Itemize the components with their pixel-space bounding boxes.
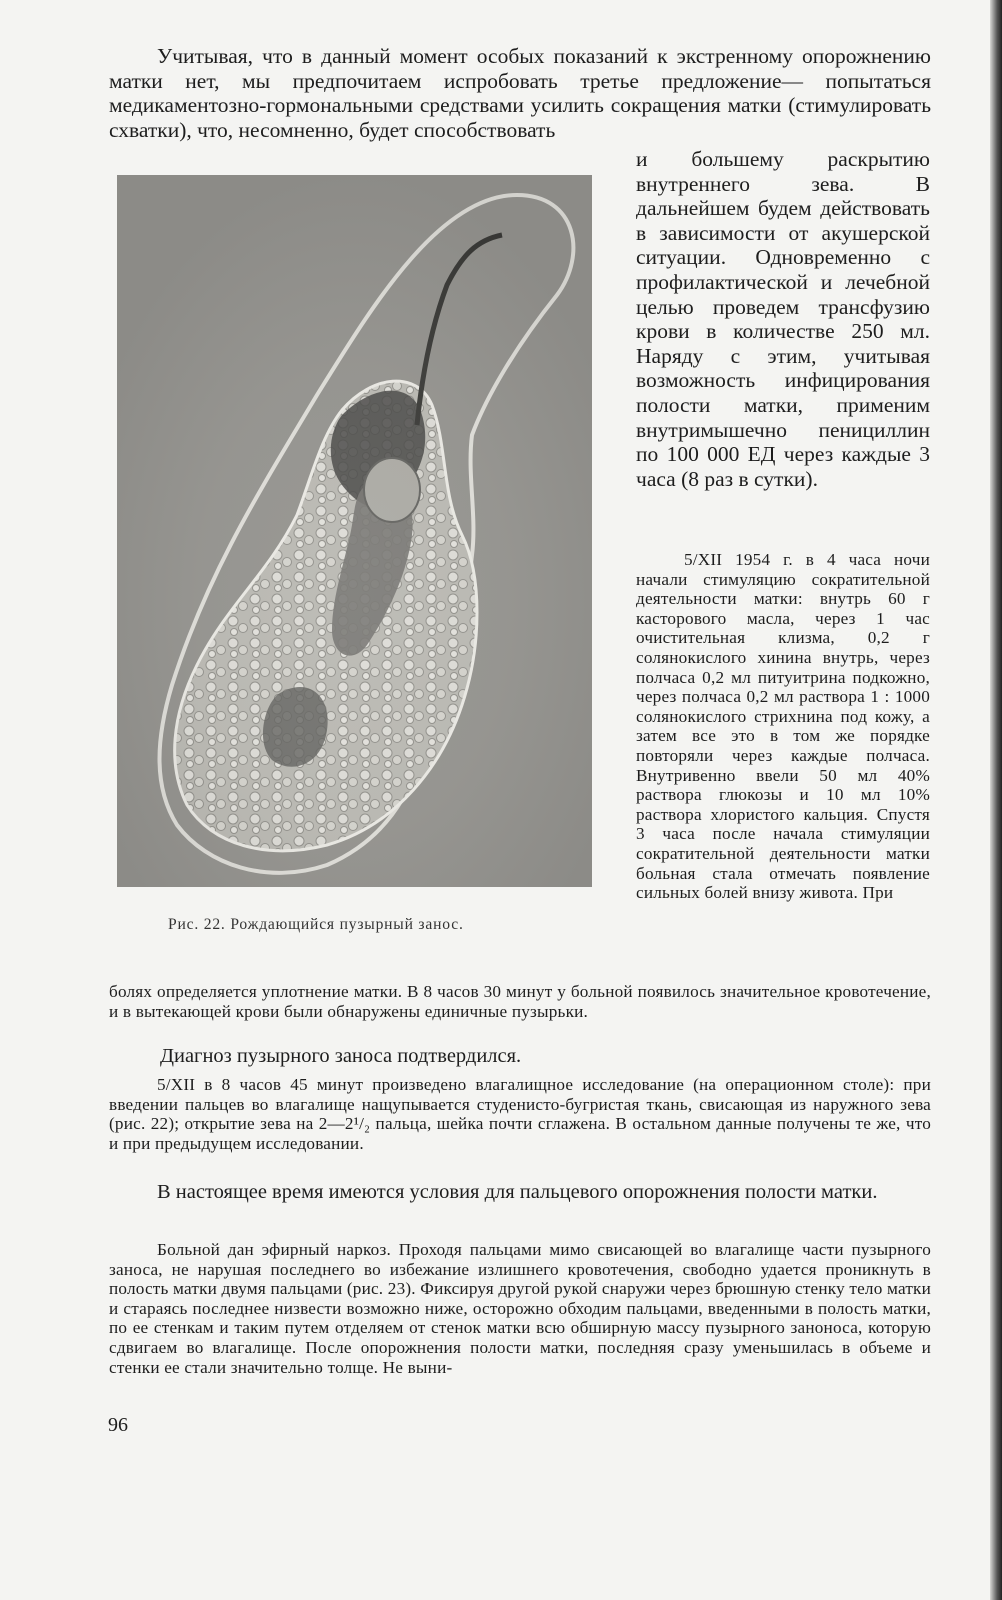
paragraph-procedure: Больной дан эфирный наркоз. Проходя пальцами мимо свисающей во влагалище части пузырного заноса, не нарушая последнего во избежание излишнего кровотечения, свободно удается проникнуть в полость матки двумя пальцами (рис. 23). Фиксируя другой рукой снаружи через брюшную стенку тело матки и стараясь последнее низвести возможно ниже, осторожно обходим пальцами, введенными в полость матки, по ее стенкам и таким путем отделяем от стенок матки всю обширную массу пузырного заноноса, которую сдвигаем во влагалище. После опорожнения полости матки, последняя сразу уменьшилась в объеме и стенки ее стали значительно толще. Не выни-	[109, 1240, 931, 1377]
paragraph-examination: 5/XII в 8 часов 45 минут произведено влагалищное исследование (на операционном столе): при введении пальцев во влагалище нащупывается студенисто-бугристая ткань, свисающая из наружного зева (рис. 22); открытие зева на 2—2¹/₂ пальца, шейка почти сглажена. В остальном данные получены те же, что и при предыдущем исследовании.	[109, 1075, 931, 1153]
paragraph-intro: Учитывая, что в данный момент особых показаний к экстренному опорожнению матки нет, мы предпочитаем испробовать третье предложение— попытаться медикаментозно-гормональными средствами усилить сокращения матки (стимулировать схватки), что, несомненно, будет способствовать	[109, 44, 931, 142]
paragraph-intro-continued: и большему раскрытию внутреннего зева. В дальнейшем будем действовать в зависимости от акушерской ситуации. Одновременно с профилактической и лечебной целью проведем трансфузию крови в количестве 250 мл. Наряду с этим, учитывая возможность инфицирования полости матки, применим внутримышечно пенициллин по 100 000 ЕД через каждые 3 часа (8 раз в сутки).	[636, 147, 930, 491]
diagnosis-statement: Диагноз пузырного заноса подтвердился.	[160, 1045, 522, 1067]
page-edge-shadow	[990, 0, 1002, 1600]
figure-illustration	[117, 175, 592, 887]
paragraph-stimulation: 5/XII 1954 г. в 4 часа ночи начали стимуляцию сократительной деятельности матки: внутрь 60 г касторового масла, через 1 час очистительная клизма, 0,2 г солянокислого хинина внутрь, через полчаса 0,2 мл питуитрина подкожно, через полчаса 0,2 мл раствора 1 : 1000 солянокислого стрихнина под кожу, а затем все это в том же порядке повторяли через каждые полчаса. Внутривенно ввели 50 мл 40% раствора глюкозы и 10 мл 10% раствора хлористого кальция. Спустя 3 часа после начала стимуляции сократительной деятельности матки больная стала отмечать появление сильных болей внизу живота. При	[636, 550, 930, 903]
page-number: 96	[108, 1414, 128, 1436]
figure-caption: Рис. 22. Рождающийся пузырный занос.	[168, 916, 464, 933]
figure-hydatidiform-mole	[117, 175, 592, 887]
paragraph-stimulation-continued: болях определяется уплотнение матки. В 8 часов 30 минут у больной появилось значительное кровотечение, и в вытекающей крови были обнаружены единичные пузырьки.	[109, 982, 931, 1021]
conditions-statement: В настоящее время имеются условия для пальцевого опорожнения полости матки.	[157, 1181, 878, 1203]
